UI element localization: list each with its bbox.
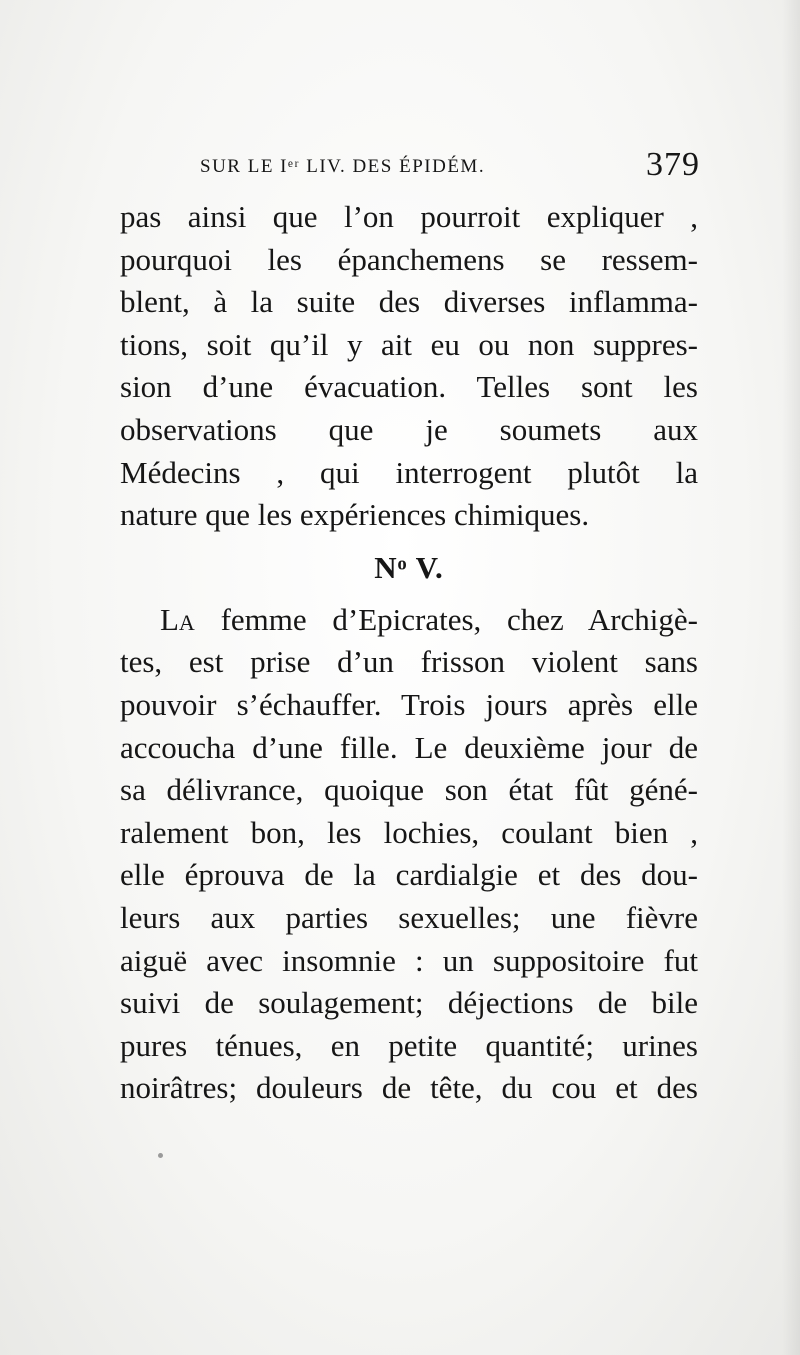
- text-line: pouvoir s’échauffer. Trois jours après elle: [120, 686, 698, 722]
- text-line: pas ainsi que l’on pourroit expliquer ,: [120, 199, 698, 234]
- text-line: leurs aux parties sexuelles; une fièvre: [120, 899, 698, 935]
- text-line: pures ténues, en petite quantité; urines: [120, 1027, 698, 1063]
- page-edge-shadow: [782, 0, 800, 1355]
- text-line: accoucha d’une fille. Le deuxième jour de: [120, 729, 698, 765]
- text-line: observations que je soumets aux: [120, 411, 698, 447]
- text-line: tes, est prise d’un frisson violent sans: [120, 644, 698, 680]
- text-line: blent, à la suite des diverses inflamma-: [120, 284, 698, 320]
- text-line: sa délivrance, quoique son état fût géné-: [120, 772, 698, 808]
- text-line: sion d’une évacuation. Telles sont les: [120, 369, 698, 405]
- ink-speck: [158, 1153, 163, 1158]
- text-line: suivi de soulagement; déjections de bile: [120, 985, 698, 1021]
- text-line: aiguë avec insomnie : un suppositoire fut: [120, 942, 698, 978]
- text-line: noirâtres; douleurs de tête, du cou et des: [120, 1070, 698, 1106]
- text-line: elle éprouva de la cardialgie et des dou-: [120, 857, 698, 893]
- text-line: pourquoi les épanchemens se ressem-: [120, 241, 698, 277]
- text-line-rest: femme d’Epicrates, chez Archigè-: [194, 601, 698, 637]
- text-line-first: [120, 599, 698, 642]
- text-line: ralement bon, les lochies, coulant bien ,: [120, 814, 698, 850]
- text-line: Médecins , qui interrogent plutôt la: [120, 454, 698, 490]
- text-block: [120, 196, 698, 1110]
- text-line: nature que les expériences chimiques.: [120, 497, 590, 533]
- running-head: [200, 146, 700, 192]
- running-title: SUR LE Iᵉʳ LIV. DES ÉPIDÉM.: [200, 156, 486, 177]
- drop-word: La: [160, 601, 195, 637]
- section-heading: Nᵒ V.: [374, 549, 444, 585]
- page-number: 379: [646, 146, 700, 183]
- text-line: tions, soit qu’il y ait eu ou non suppres-: [120, 326, 698, 362]
